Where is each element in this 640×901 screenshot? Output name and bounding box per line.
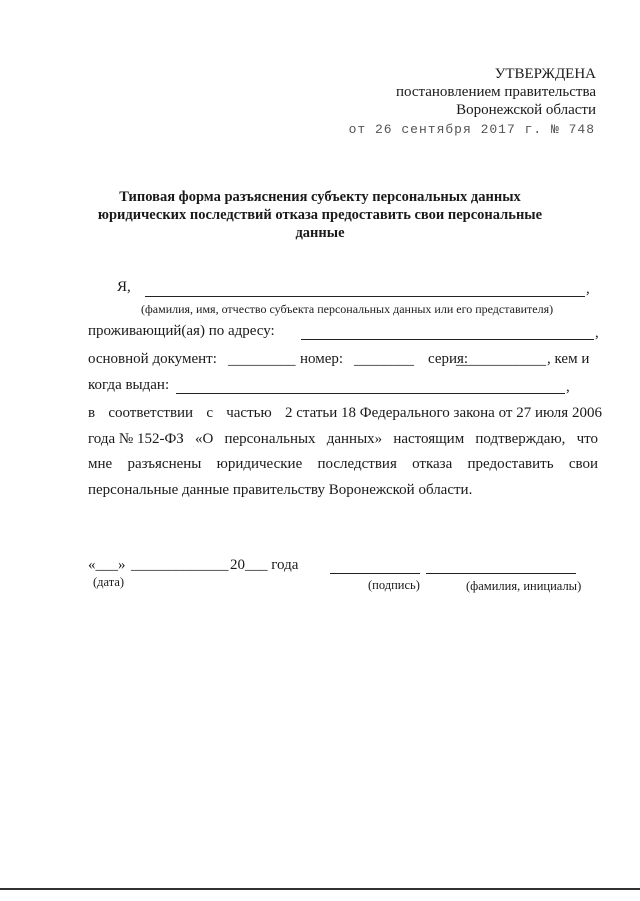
paragraph-word: 2 статьи 18 Федерального закона от 27 июля 2006 (284, 405, 602, 421)
form-title (0, 188, 640, 242)
i-label: Я, (117, 279, 131, 295)
paragraph-word: в (88, 405, 96, 421)
paragraph-word: последствия (317, 456, 397, 472)
address-comma: , (595, 325, 599, 341)
name-comma: , (586, 281, 590, 297)
paragraph-word: года № 152-ФЗ (88, 431, 184, 447)
paragraph-word: что (576, 431, 598, 447)
full-name-hint: (фамилия, имя, отчество субъекта персональных данных или его представителя) (141, 302, 554, 316)
approval-line-1: постановлением правительства (395, 84, 596, 100)
paragraph-word: настоящим (393, 431, 465, 447)
address-line[interactable] (301, 339, 594, 340)
approval-line-2: Воронежской области (456, 102, 596, 118)
paragraph-line-2 (88, 431, 598, 448)
paragraph-word: отказа (412, 456, 453, 472)
document-label: основной документ: (88, 351, 217, 367)
paragraph-word: данных» (326, 431, 383, 447)
paragraph-word: свои (568, 456, 598, 472)
paragraph-word: частью (226, 405, 272, 421)
paragraph-line-3 (88, 456, 598, 473)
signer-name-hint: (фамилия, инициалы) (466, 579, 582, 593)
approval-title: УТВЕРЖДЕНА (494, 66, 596, 82)
date-year[interactable]: 20___ года (230, 557, 299, 573)
signature-hint: (подпись) (368, 578, 420, 592)
paragraph-word: юридические (216, 456, 303, 472)
issued-when-label: когда выдан: (88, 377, 170, 393)
date-day-blank[interactable]: «___» (88, 557, 126, 573)
number-blank[interactable]: ________ (354, 352, 414, 368)
issued-when-line[interactable] (176, 393, 565, 394)
form-title-line-2: юридических последствий отказа предоставить свои персональные (97, 207, 543, 223)
paragraph-word: с (206, 405, 213, 421)
full-name-line[interactable] (145, 296, 585, 297)
number-label: номер: (300, 351, 344, 367)
date-hint: (дата) (93, 575, 125, 589)
signer-name-line[interactable] (426, 573, 576, 574)
paragraph-line-1 (88, 405, 602, 422)
series-blank[interactable]: ____________ (456, 352, 546, 368)
paragraph-word: мне (88, 456, 113, 472)
date-month-blank[interactable]: _____________ (131, 557, 229, 573)
issued-comma: , (566, 379, 570, 395)
paragraph-word: «О (194, 431, 214, 447)
scan-edge-divider (0, 888, 640, 890)
issued-by-text: , кем и (547, 351, 590, 367)
form-title-line-1: Типовая форма разъяснения субъекту персональных данных (119, 189, 521, 205)
paragraph-word: предоставить (467, 456, 554, 472)
address-label: проживающий(ая) по адресу: (88, 323, 275, 339)
series-label: серия: (428, 351, 469, 367)
document-blank[interactable]: _________ (228, 352, 296, 368)
form-title-line-3: данные (295, 225, 345, 241)
paragraph-word: подтверждаю, (475, 431, 566, 447)
paragraph-line-4: персональные данные правительству Воронежской области. (88, 482, 473, 498)
signature-line[interactable] (330, 573, 420, 574)
paragraph-word: персональных (224, 431, 316, 447)
paragraph-word: разъяснены (127, 456, 202, 472)
paragraph-word: соответствии (108, 405, 194, 421)
approval-date-stamp: от 26 сентября 2017 г. № 748 (348, 122, 595, 137)
